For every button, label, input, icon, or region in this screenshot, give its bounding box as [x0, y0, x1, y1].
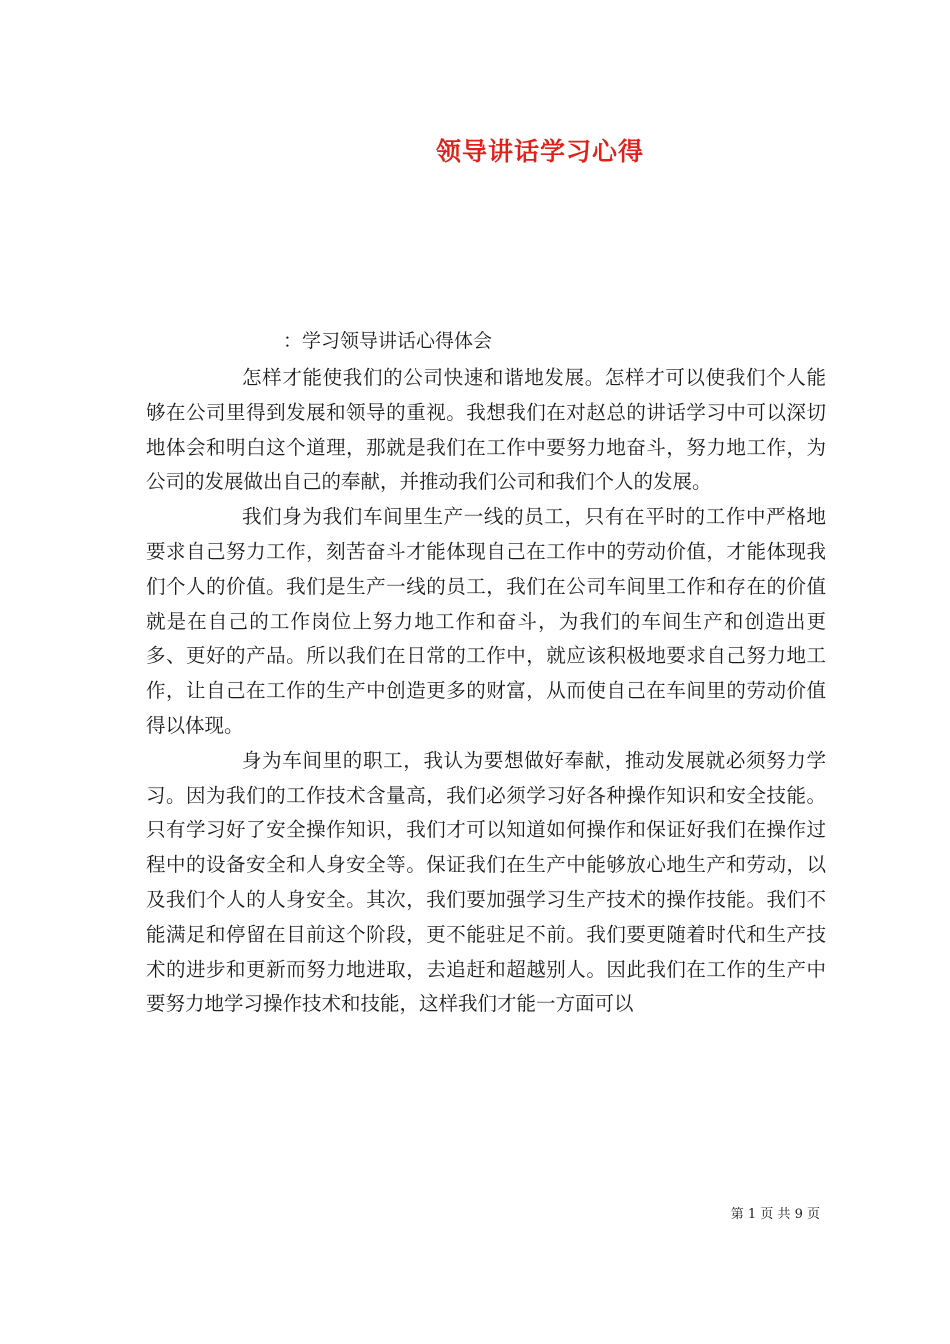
document-body	[146, 361, 826, 1022]
document-title: 领导讲话学习心得	[435, 137, 644, 166]
paragraph-2: 我们身为我们车间里生产一线的员工，只有在平时的工作中严格地要求自己努力工作，刻苦奋斗才能体现自己在工作中的劳动价值，才能体现我们个人的价值。我们是生产一线的员工，我们在公司车间里工作和存在的价值就是在自己的工作岗位上努力地工作和奋斗，为我们的车间生产和创造出更多、更好的产品。所以我们在日常的工作中，就应该积极地要求自己努力地工作，让自己在工作的生产中创造更多的财富，从而使自己在车间里的劳动价值得以体现。	[146, 505, 826, 737]
document-subtitle: ：学习领导讲话心得体会	[283, 330, 493, 352]
paragraph-3: 身为车间里的职工，我认为要想做好奉献，推动发展就必须努力学习。因为我们的工作技术含量高，我们必须学习好各种操作知识和安全技能。只有学习好了安全操作知识，我们才可以知道如何操作和保证好我们在操作过程中的设备安全和人身安全等。保证我们在生产中能够放心地生产和劳动，以及我们个人的人身安全。其次，我们要加强学习生产技术的操作技能。我们不能满足和停留在目前这个阶段，更不能驻足不前。我们要更随着时代和生产技术的进步和更新而努力地进取，去追赶和超越别人。因此我们在工作的生产中要努力地学习操作技术和技能，这样我们才能一方面可以	[146, 748, 826, 1016]
page-number-footer: 第 1 页 共 9 页	[730, 1207, 820, 1222]
paragraph-1: 怎样才能使我们的公司快速和谐地发展。怎样才可以使我们个人能够在公司里得到发展和领导的重视。我想我们在对赵总的讲话学习中可以深切地体会和明白这个道理，那就是我们在工作中要努力地奋斗，努力地工作，为公司的发展做出自己的奉献，并推动我们公司和我们个人的发展。	[146, 366, 826, 494]
